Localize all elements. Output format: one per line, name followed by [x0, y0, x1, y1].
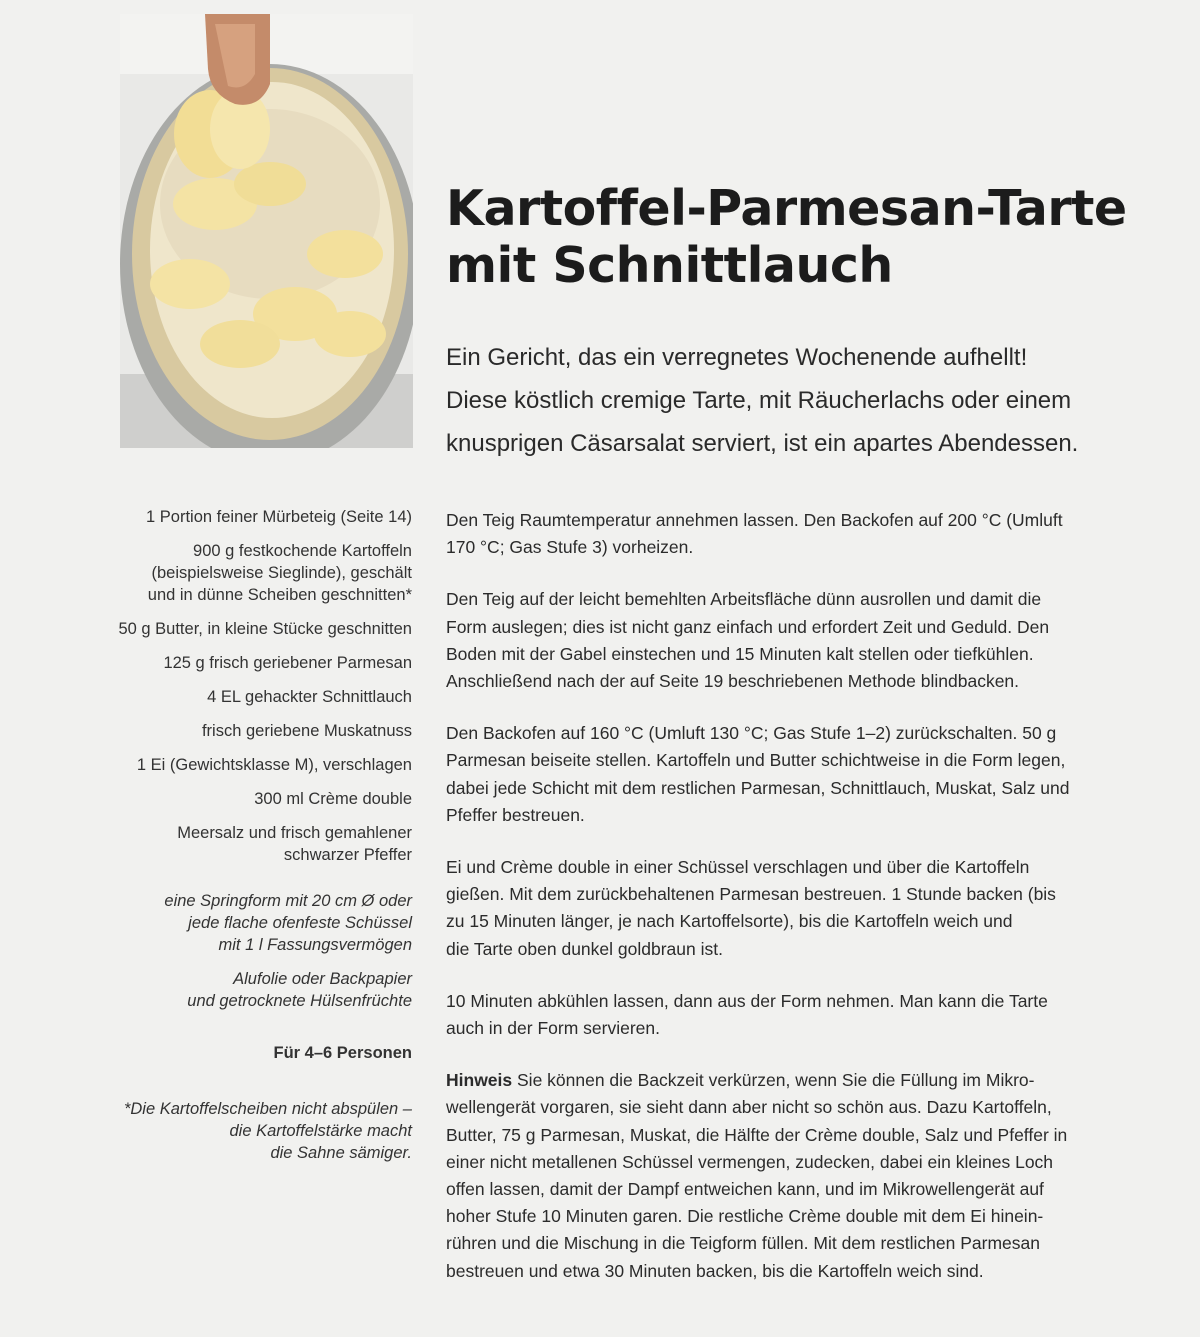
- method-step: [446, 988, 1186, 1042]
- equipment-line: eine Springform mit 20 cm Ø oder: [164, 892, 412, 910]
- hint-line: hoher Stufe 10 Minuten garen. Die restliche Crème double mit dem Ei hinein-: [446, 1206, 1044, 1227]
- servings: Für 4–6 Personen: [273, 1044, 412, 1062]
- footnote-line: *Die Kartoffelscheiben nicht abspülen –: [123, 1100, 412, 1118]
- hint-line: rühren und die Mischung in die Teigform füllen. Mit dem restlichen Parmesan: [446, 1233, 1041, 1254]
- ingredient-item: [60, 618, 412, 640]
- ingredient-line: 1 Portion feiner Mürbeteig (Seite 14): [146, 508, 412, 526]
- ingredient-line: 4 EL gehackter Schnittlauch: [207, 688, 412, 706]
- ingredient-item: [60, 686, 412, 708]
- intro-line: Ein Gericht, das ein verregnetes Wochenende aufhellt!: [446, 344, 1028, 371]
- method-step: [446, 507, 1186, 561]
- ingredient-line: 50 g Butter, in kleine Stücke geschnitten: [118, 620, 412, 638]
- method-step: [446, 720, 1186, 829]
- hint-line: einer nicht metallenen Schüssel vermengen, zudecken, dabei ein kleines Loch: [446, 1151, 1054, 1172]
- hint-text: Sie können die Backzeit verkürzen, wenn Sie die Füllung im Mikro-: [512, 1070, 1035, 1091]
- ingredient-line: schwarzer Pfeffer: [283, 846, 412, 864]
- ingredient-item: [60, 822, 412, 866]
- hint-line: Butter, 75 g Parmesan, Muskat, die Hälfte der Crème double, Salz und Pfeffer in: [446, 1124, 1068, 1145]
- step-line: 10 Minuten abkühlen lassen, dann aus der Form nehmen. Man kann die Tarte: [446, 990, 1048, 1011]
- hint-line: bestreuen und etwa 30 Minuten backen, bis die Kartoffeln weich sind.: [446, 1260, 984, 1281]
- intro-line: knusprigen Cäsarsalat serviert, ist ein apartes Abendessen.: [446, 430, 1079, 457]
- ingredient-item: [60, 788, 412, 810]
- footnote-line: die Kartoffelstärke macht: [229, 1122, 412, 1140]
- step-line: Ei und Crème double in einer Schüssel verschlagen und über die Kartoffeln: [446, 857, 1030, 878]
- step-line: Anschließend nach der auf Seite 19 beschriebenen Methode blindbacken.: [446, 671, 1020, 692]
- hint-note: [446, 1067, 1186, 1285]
- step-line: Pfeffer bestreuen.: [446, 804, 585, 825]
- title-line: mit Schnittlauch: [446, 237, 893, 294]
- method-step: [446, 854, 1186, 963]
- title-line: Kartoffel-Parmesan-Tarte: [446, 180, 1127, 237]
- ingredient-line: 1 Ei (Gewichtsklasse M), verschlagen: [136, 756, 412, 774]
- equipment-line: jede flache ofenfeste Schüssel: [188, 914, 412, 932]
- ingredient-line: 900 g festkochende Kartoffeln: [193, 542, 412, 560]
- footnote: [60, 1098, 412, 1164]
- hint-line: offen lassen, damit der Dampf entweichen kann, und im Mikrowellengerät auf: [446, 1179, 1044, 1200]
- ingredient-line: und in dünne Scheiben geschnitten*: [147, 586, 412, 604]
- method-steps: [446, 507, 1186, 1310]
- equipment-line: und getrocknete Hülsenfrüchte: [187, 992, 412, 1010]
- ingredient-item: [60, 506, 412, 528]
- recipe-intro: [446, 336, 1186, 465]
- ingredient-list: [60, 506, 412, 1164]
- step-line: die Tarte oben dunkel goldbraun ist.: [446, 938, 723, 959]
- step-line: Den Teig auf der leicht bemehlten Arbeitsfläche dünn ausrollen und damit die: [446, 589, 1042, 610]
- hint-line: wellengerät vorgaren, sie sieht dann aber nicht so schön aus. Dazu Kartoffeln,: [446, 1097, 1052, 1118]
- step-line: Parmesan beiseite stellen. Kartoffeln und Butter schichtweise in die Form legen,: [446, 750, 1066, 771]
- step-line: Form auslegen; dies ist nicht ganz einfach und erfordert Zeit und Geduld. Den: [446, 616, 1050, 637]
- equipment-item: [60, 968, 412, 1012]
- ingredient-line: (beispielsweise Sieglinde), geschält: [151, 564, 412, 582]
- ingredient-line: frisch geriebene Muskatnuss: [201, 722, 412, 740]
- step-line: zu 15 Minuten länger, je nach Kartoffelsorte), bis die Kartoffeln weich und: [446, 911, 1013, 932]
- ingredient-item: [60, 540, 412, 606]
- step-line: Den Backofen auf 160 °C (Umluft 130 °C; Gas Stufe 1–2) zurückschalten. 50 g: [446, 723, 1057, 744]
- step-line: auch in der Form servieren.: [446, 1018, 660, 1039]
- step-line: dabei jede Schicht mit dem restlichen Parmesan, Schnittlauch, Muskat, Salz und: [446, 777, 1070, 798]
- footnote-line: die Sahne sämiger.: [270, 1144, 412, 1162]
- step-line: Boden mit der Gabel einstechen und 15 Minuten kalt stellen oder tiefkühlen.: [446, 643, 1034, 664]
- ingredient-item: [60, 720, 412, 742]
- ingredient-item: [60, 754, 412, 776]
- hint-label: Hinweis: [446, 1070, 513, 1091]
- equipment-item: [60, 890, 412, 956]
- ingredient-line: 300 ml Crème double: [254, 790, 412, 808]
- step-line: gießen. Mit dem zurückbehaltenen Parmesan bestreuen. 1 Stunde backen (bis: [446, 884, 1056, 905]
- step-line: 170 °C; Gas Stufe 3) vorheizen.: [446, 537, 694, 558]
- hint-first-line: [446, 1067, 1186, 1094]
- method-step: [446, 586, 1186, 695]
- step-line: Den Teig Raumtemperatur annehmen lassen. Den Backofen auf 200 °C (Umluft: [446, 510, 1063, 530]
- tart-photo: [120, 14, 413, 448]
- equipment-line: Alufolie oder Backpapier: [233, 970, 412, 988]
- ingredient-line: Meersalz und frisch gemahlener: [177, 824, 412, 842]
- recipe-title: [446, 180, 1166, 294]
- ingredient-line: 125 g frisch geriebener Parmesan: [163, 654, 412, 672]
- ingredient-item: [60, 652, 412, 674]
- intro-line: Diese köstlich cremige Tarte, mit Räucherlachs oder einem: [446, 387, 1072, 414]
- equipment-line: mit 1 l Fassungsvermögen: [218, 936, 412, 954]
